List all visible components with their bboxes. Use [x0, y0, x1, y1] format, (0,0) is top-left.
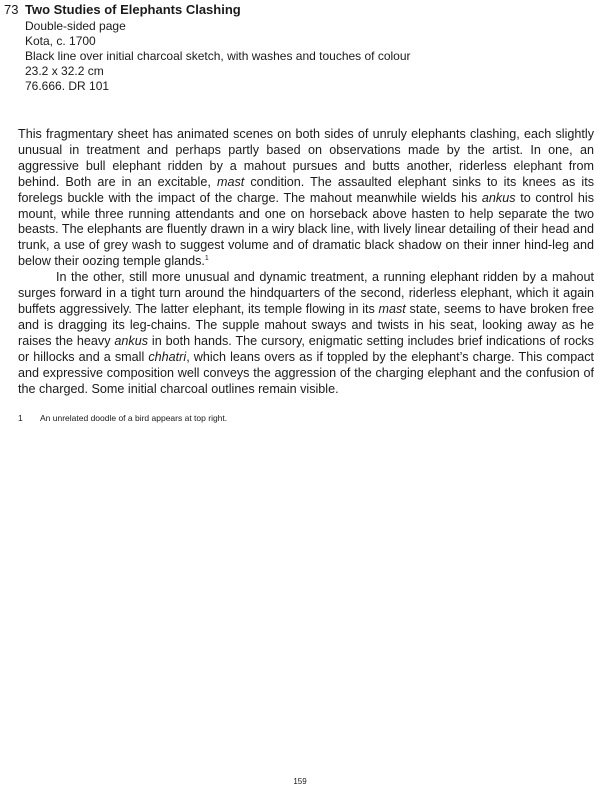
footnote-number: 1 [18, 413, 23, 423]
italic-term: mast [378, 301, 406, 316]
text-span: , which leans overs as if toppled by the elephant’s charge. This compact and expressive composition well conveys the aggression of the charging elephant and the confusion of the charged. Some initial charcoal outlines remain visible. [18, 349, 594, 396]
italic-term: mast [216, 174, 245, 189]
entry-dimensions: 23.2 x 32.2 cm [25, 64, 104, 78]
text-span: This fragmentary sheet has animated scenes on both sides of unruly elephants clashing, each slightly unusual in treatment and perhaps partly based on observations made by the artist. In one, an aggressive bull elephant ridden by a mahout pursues and butts another, riderless elephant from behind. Both are in an excitable, [18, 127, 594, 189]
entry-format: Double-sided page [25, 19, 126, 33]
text-span: condition. The assaulted elephant sinks to its knees as its forelegs buckle with the impact of the charge. The mahout meanwhile wields his [18, 174, 594, 205]
entry-accession: 76.666. DR 101 [25, 79, 110, 93]
paragraph-1 [18, 127, 594, 270]
footnote-text: An unrelated doodle of a bird appears at top right. [40, 413, 228, 423]
italic-term: ankus [481, 190, 516, 205]
page-number: 159 [293, 777, 307, 786]
text-span: to control his mount, while three running attendants and one on horseback above hasten to help separate the two beasts. The elephants are fluently drawn in a wiry black line, with lively linear detailing of their head and trunk, a use of grey wash to suggest volume and of dramatic black shadow on their inner hind-leg and below their oozing temple glands. [18, 190, 594, 269]
italic-term: chhatri [148, 349, 187, 364]
footnote-reference: 1 [204, 255, 209, 263]
entry-description [18, 127, 594, 397]
italic-term: ankus [114, 333, 148, 348]
entry-title: Two Studies of Elephants Clashing [25, 2, 241, 17]
text-span: In the other, still more unusual and dynamic treatment, a running elephant ridden by a mahout surges forward in a tight turn around the hindquarters of the second, riderless elephant, which it again buffets aggressively. The latter elephant, its temple flowing in its [18, 270, 594, 316]
footnote [18, 413, 227, 424]
entry-number: 73 [4, 2, 19, 17]
text-span: state, seems to have broken free and is dragging its leg-chains. The supple mahout sways and twists in his seat, looking away as he raises the heavy [18, 301, 594, 348]
entry-origin: Kota, c. 1700 [25, 34, 96, 48]
paragraph-2 [18, 270, 594, 397]
text-span: in both hands. The cursory, enigmatic setting includes brief indications of rocks or hillocks and a small [18, 333, 594, 364]
entry-medium: Black line over initial charcoal sketch, with washes and touches of colour [25, 49, 411, 63]
